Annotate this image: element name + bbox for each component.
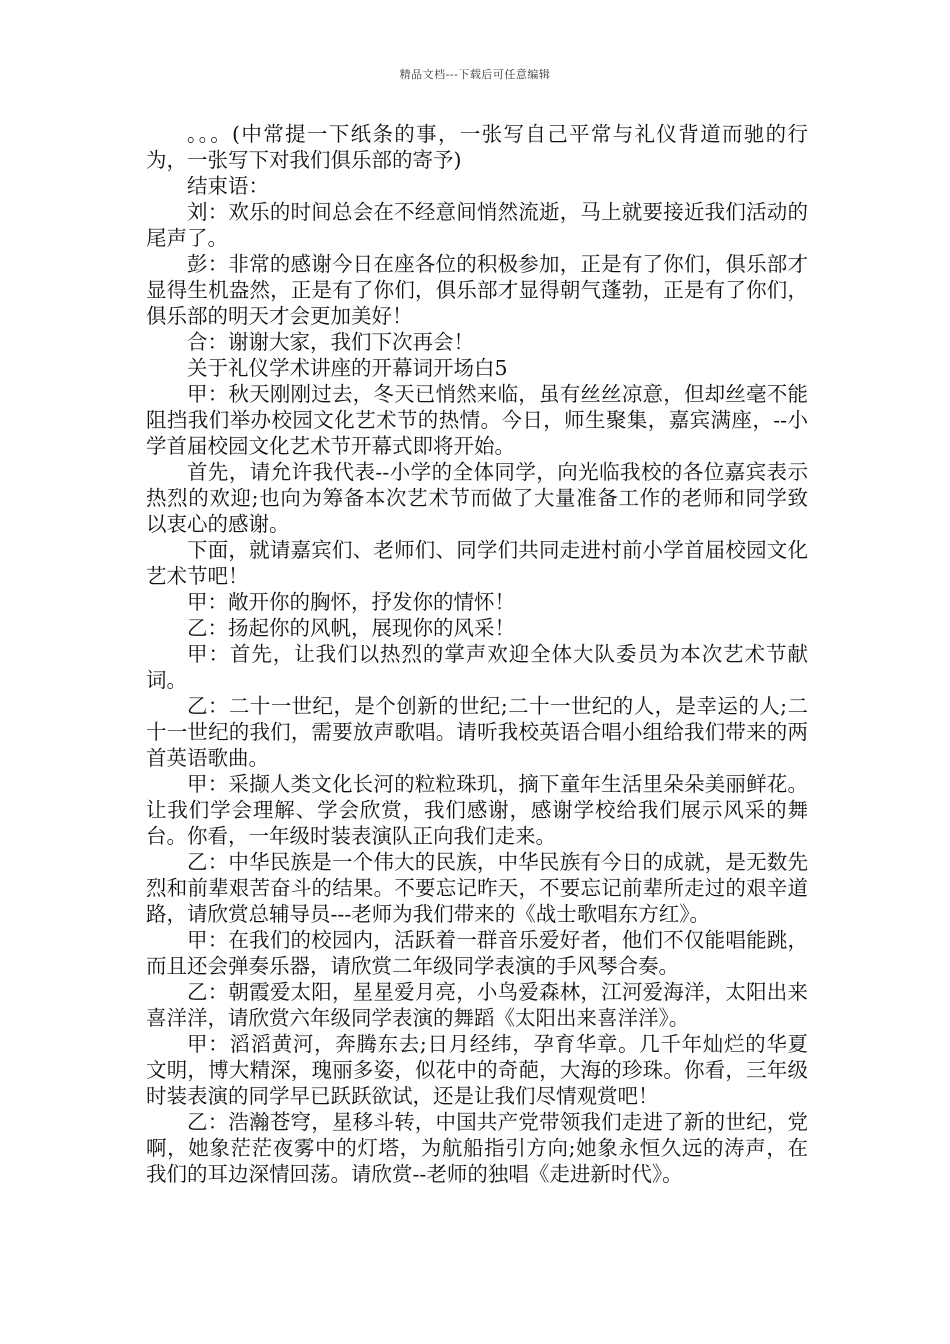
section-title: 关于礼仪学术讲座的开幕词开场白5 — [187, 356, 508, 380]
paragraph: 乙：中华民族是一个伟大的民族，中华民族有今日的成就，是无数先烈和前辈艰苦奋斗的结果。不要忘记昨天，不要忘记前辈所走过的艰辛道路，请欣赏总辅导员---老师为我们带来的《战士歌唱东方红》。 — [146, 850, 808, 926]
paragraph: 甲：在我们的校园内，活跃着一群音乐爱好者，他们不仅能唱能跳，而且还会弹奏乐器，请欣赏二年级同学表演的手风琴合奏。 — [146, 928, 808, 978]
page-header: 精品文档---下载后可任意编辑 — [399, 68, 551, 81]
paragraph: 甲：滔滔黄河，奔腾东去;日月经纬，孕育华章。几千年灿烂的华夏文明，博大精深，瑰丽多姿，似花中的奇葩，大海的珍珠。你看，三年级时装表演的同学早已跃跃欲试，还是让我们尽情观赏吧！ — [146, 1032, 808, 1108]
paragraph: 甲：秋天刚刚过去，冬天已悄然来临，虽有丝丝凉意，但却丝毫不能阻挡我们举办校园文化艺术节的热情。今日，师生聚集，嘉宾满座，--小学首届校园文化艺术节开幕式即将开始。 — [146, 382, 808, 458]
paragraph: 下面，就请嘉宾们、老师们、同学们共同走进村前小学首届校园文化艺术节吧！ — [146, 538, 808, 588]
document-body — [146, 121, 808, 1187]
paragraph: 。。。(中常提一下纸条的事，一张写自己平常与礼仪背道而驰的行为，一张写下对我们俱乐部的寄予) — [146, 122, 808, 172]
paragraph: 乙：扬起你的风帆，展现你的风采！ — [187, 616, 515, 640]
paragraph: 乙：浩瀚苍穹，星移斗转，中国共产党带领我们走进了新的世纪，党啊，她象茫茫夜雾中的灯塔，为航船指引方向;她象永恒久远的涛声，在我们的耳边深情回荡。请欣赏--老师的独唱《走进新时代》。 — [146, 1110, 808, 1186]
paragraph: 合：谢谢大家，我们下次再会！ — [187, 330, 474, 354]
paragraph: 彭：非常的感谢今日在座各位的积极参加，正是有了你们，俱乐部才显得生机盎然，正是有了你们，俱乐部才显得朝气蓬勃，正是有了你们，俱乐部的明天才会更加美好！ — [146, 252, 808, 328]
paragraph: 首先，请允许我代表--小学的全体同学，向光临我校的各位嘉宾表示热烈的欢迎;也向为筹备本次艺术节而做了大量准备工作的老师和同学致以衷心的感谢。 — [146, 460, 808, 536]
paragraph: 乙：二十一世纪，是个创新的世纪;二十一世纪的人，是幸运的人;二十一世纪的我们，需要放声歌唱。请听我校英语合唱小组给我们带来的两首英语歌曲。 — [146, 694, 808, 770]
paragraph: 结束语： — [187, 174, 269, 198]
paragraph: 乙：朝霞爱太阳，星星爱月亮，小鸟爱森林，江河爱海洋，太阳出来喜洋洋，请欣赏六年级同学表演的舞蹈《太阳出来喜洋洋》。 — [146, 980, 808, 1030]
paragraph: 甲：采撷人类文化长河的粒粒珠玑，摘下童年生活里朵朵美丽鲜花。让我们学会理解、学会欣赏，我们感谢，感谢学校给我们展示风采的舞台。你看，一年级时装表演队正向我们走来。 — [146, 772, 808, 848]
paragraph: 刘：欢乐的时间总会在不经意间悄然流逝，马上就要接近我们活动的尾声了。 — [146, 200, 808, 250]
paragraph: 甲：敞开你的胸怀，抒发你的情怀！ — [187, 590, 515, 614]
paragraph: 甲：首先，让我们以热烈的掌声欢迎全体大队委员为本次艺术节献词。 — [146, 642, 808, 692]
